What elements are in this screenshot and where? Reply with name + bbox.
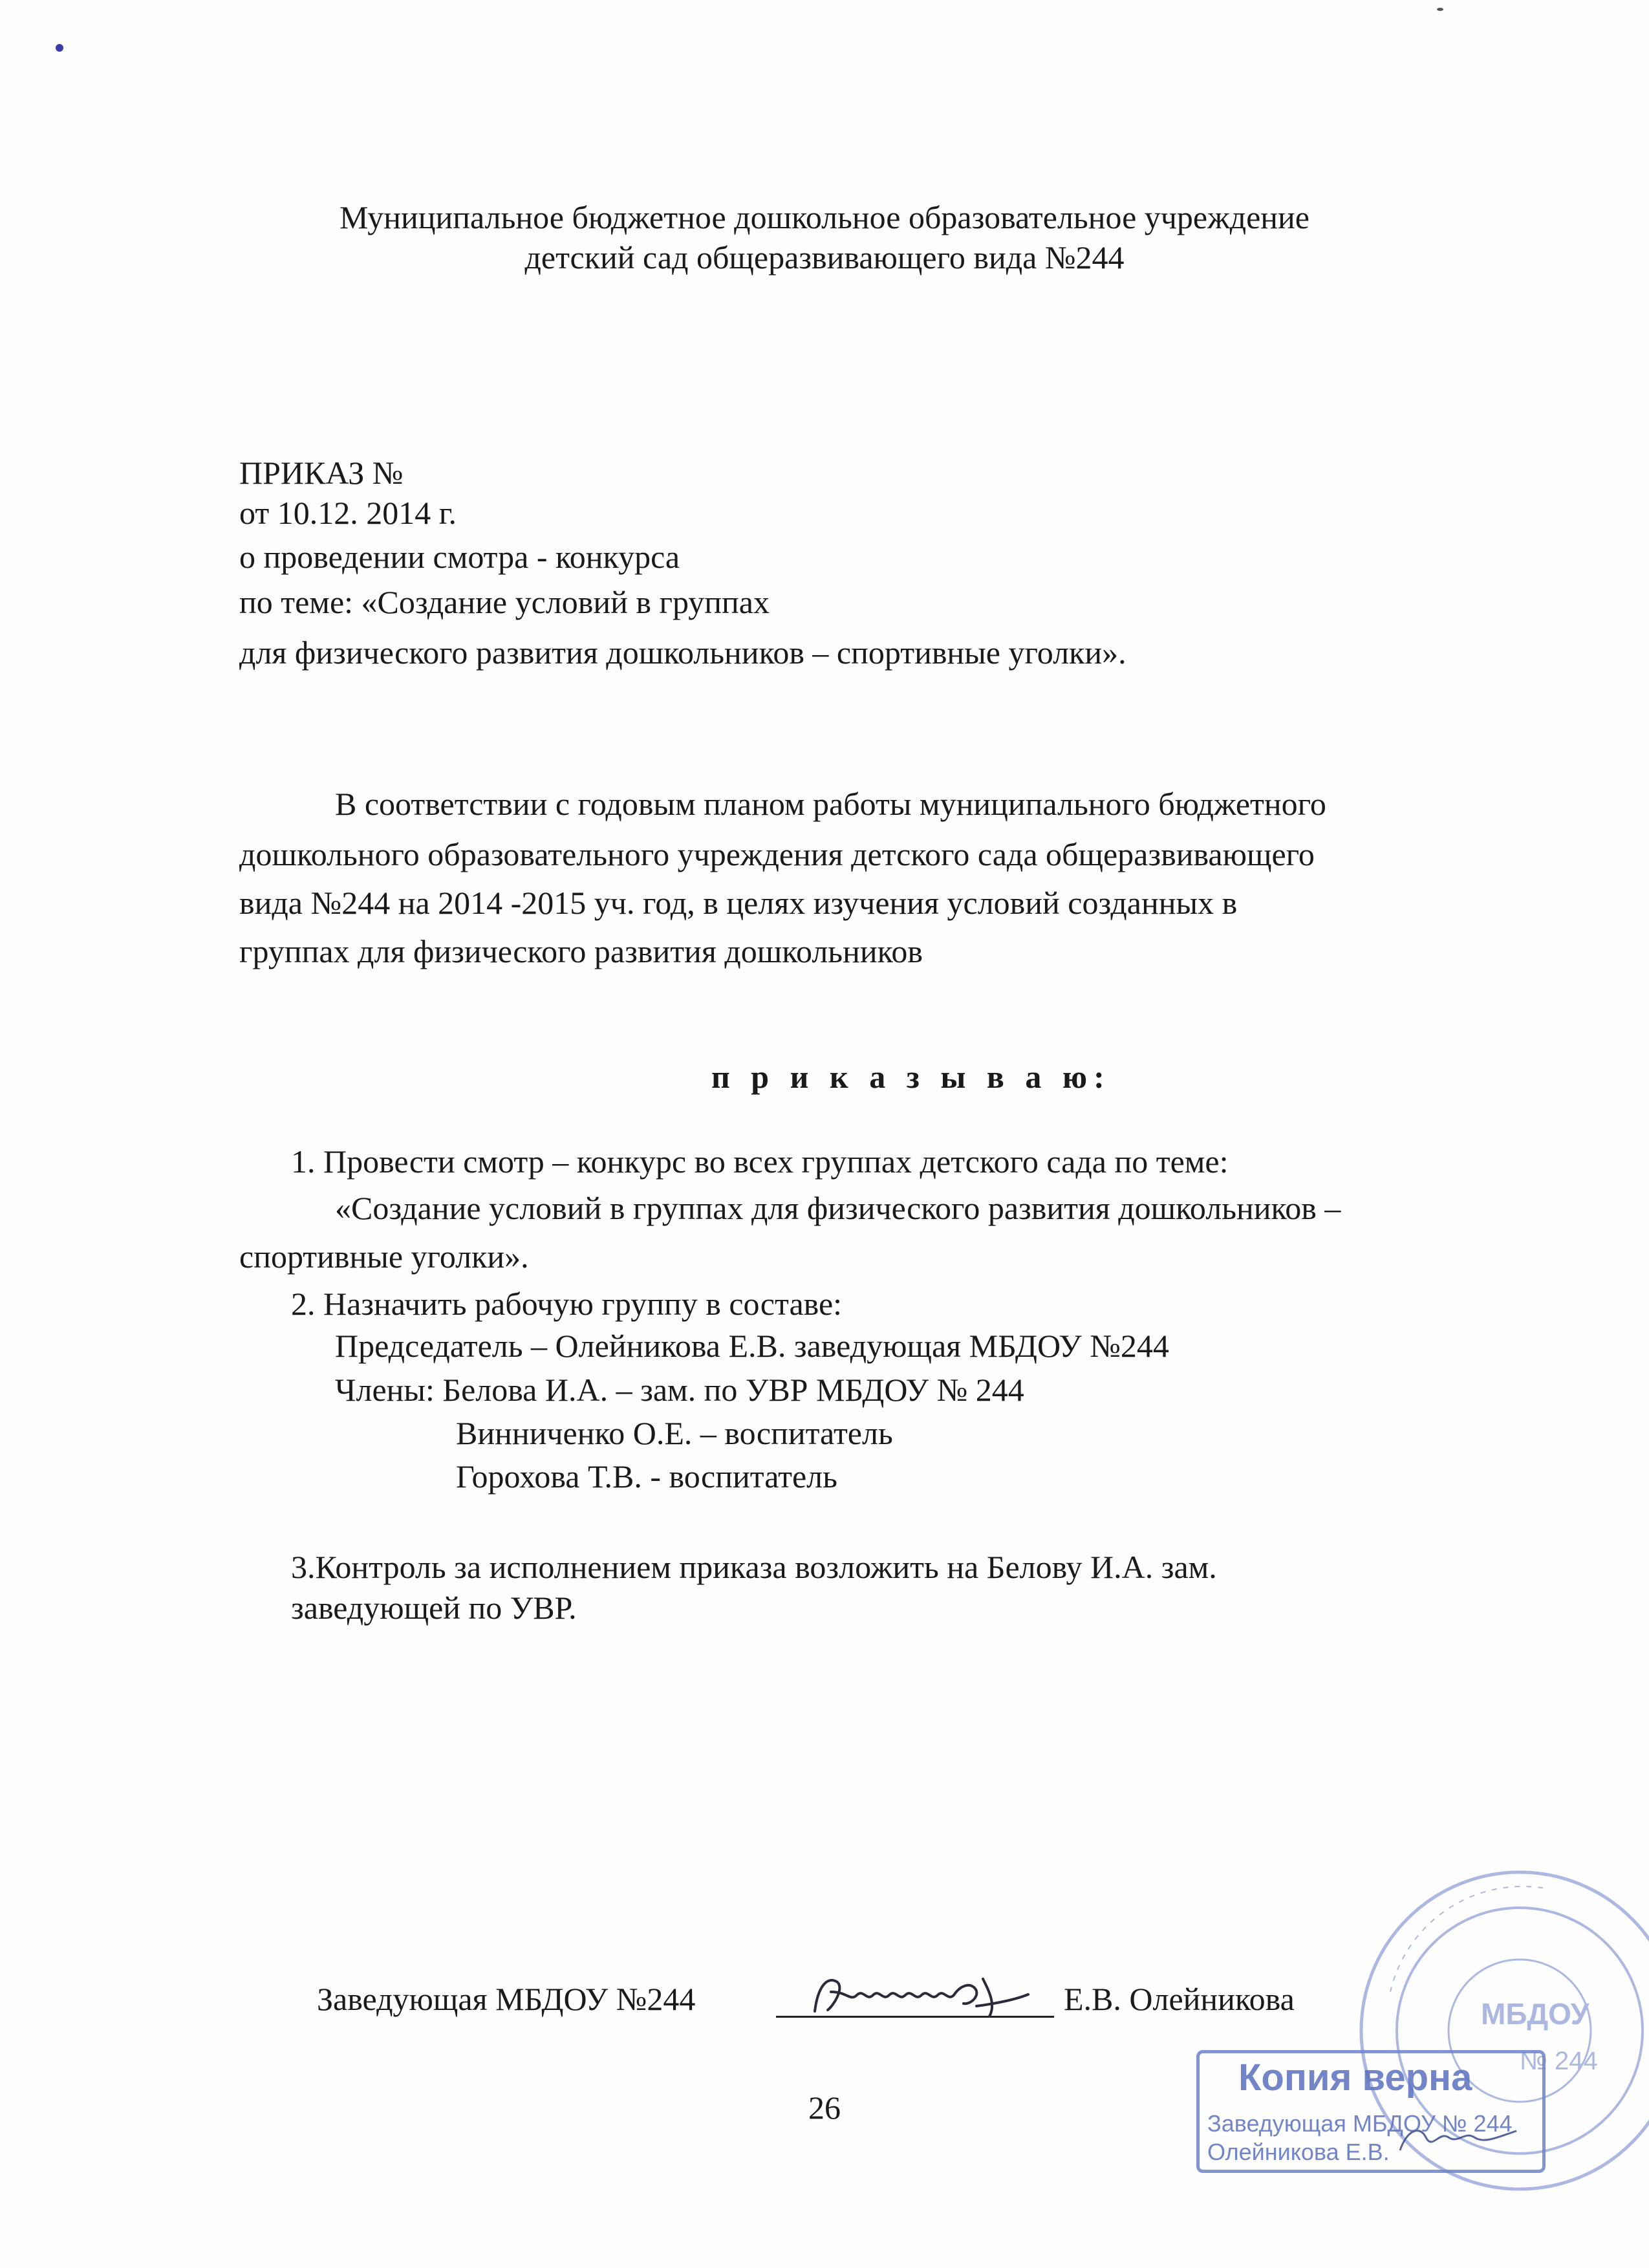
stamp-line1: Заведующая МБДОУ № 244 <box>1207 2110 1513 2137</box>
institution-name-line1: Муниципальное бюджетное дошкольное образовательное учреждение <box>339 199 1310 235</box>
scan-speck <box>1437 8 1443 11</box>
stamp-line2: Олейникова Е.В. <box>1207 2139 1390 2165</box>
preamble-line1: В соответствии с годовым планом работы муниципального бюджетного <box>335 786 1326 822</box>
item1-line1: 1. Провести смотр – конкурс во всех группах детского сада по теме: <box>291 1143 1229 1180</box>
preamble-line2: дошкольного образовательного учреждения детского сада общеразвивающего <box>239 836 1315 872</box>
order-subject-line2: по теме: «Создание условий в группах <box>239 584 770 620</box>
order-subject-line1: о проведении смотра - конкурса <box>239 539 680 575</box>
svg-text:№ 244: № 244 <box>1520 2047 1598 2075</box>
item2-line1: 2. Назначить рабочую группу в составе: <box>291 1286 843 1322</box>
handwritten-signature <box>802 1966 1035 2031</box>
item1-line2: «Создание условий в группах для физического развития дошкольников – <box>335 1190 1341 1226</box>
stamp-signature <box>1394 2118 1523 2163</box>
item2-member3: Горохова Т.В. - воспитатель <box>456 1458 837 1495</box>
order-subject-line3: для физического развития дошкольников – спортивные уголки». <box>239 634 1126 671</box>
copy-certified-stamp <box>1196 2050 1546 2173</box>
svg-text:МБДОУ: МБДОУ <box>1481 1997 1590 2031</box>
preamble-line4: группах для физического развития дошкольников <box>239 933 923 969</box>
institution-name-line2: детский сад общеразвивающего вида №244 <box>524 239 1125 275</box>
stamp-title: Копия верна <box>1238 2057 1472 2099</box>
signature-name: Е.В. Олейникова <box>1064 1981 1295 2017</box>
item2-chair: Председатель – Олейникова Е.В. заведующая МБДОУ №244 <box>335 1328 1169 1364</box>
signature-position: Заведующая МБДОУ №244 <box>317 1981 696 2017</box>
page-number: 26 <box>808 2090 841 2126</box>
order-title: ПРИКАЗ № <box>239 455 404 491</box>
item3-line1: 3.Контроль за исполнением приказа возложить на Белову И.А. зам. <box>291 1549 1217 1585</box>
item2-member2: Винниченко О.Е. – воспитатель <box>456 1415 893 1451</box>
item2-member1: Члены: Белова И.А. – зам. по УВР МБДОУ № 244 <box>335 1372 1024 1408</box>
decree-word: п р и к а з ы в а ю: <box>711 1059 1111 1095</box>
item1-line3: спортивные уголки». <box>239 1238 529 1275</box>
order-date: от 10.12. 2014 г. <box>239 495 457 531</box>
scan-speck <box>56 44 63 52</box>
preamble-line3: вида №244 на 2014 -2015 уч. год, в целях изучения условий созданных в <box>239 885 1238 921</box>
item3-line2: заведующей по УВР. <box>291 1590 577 1626</box>
